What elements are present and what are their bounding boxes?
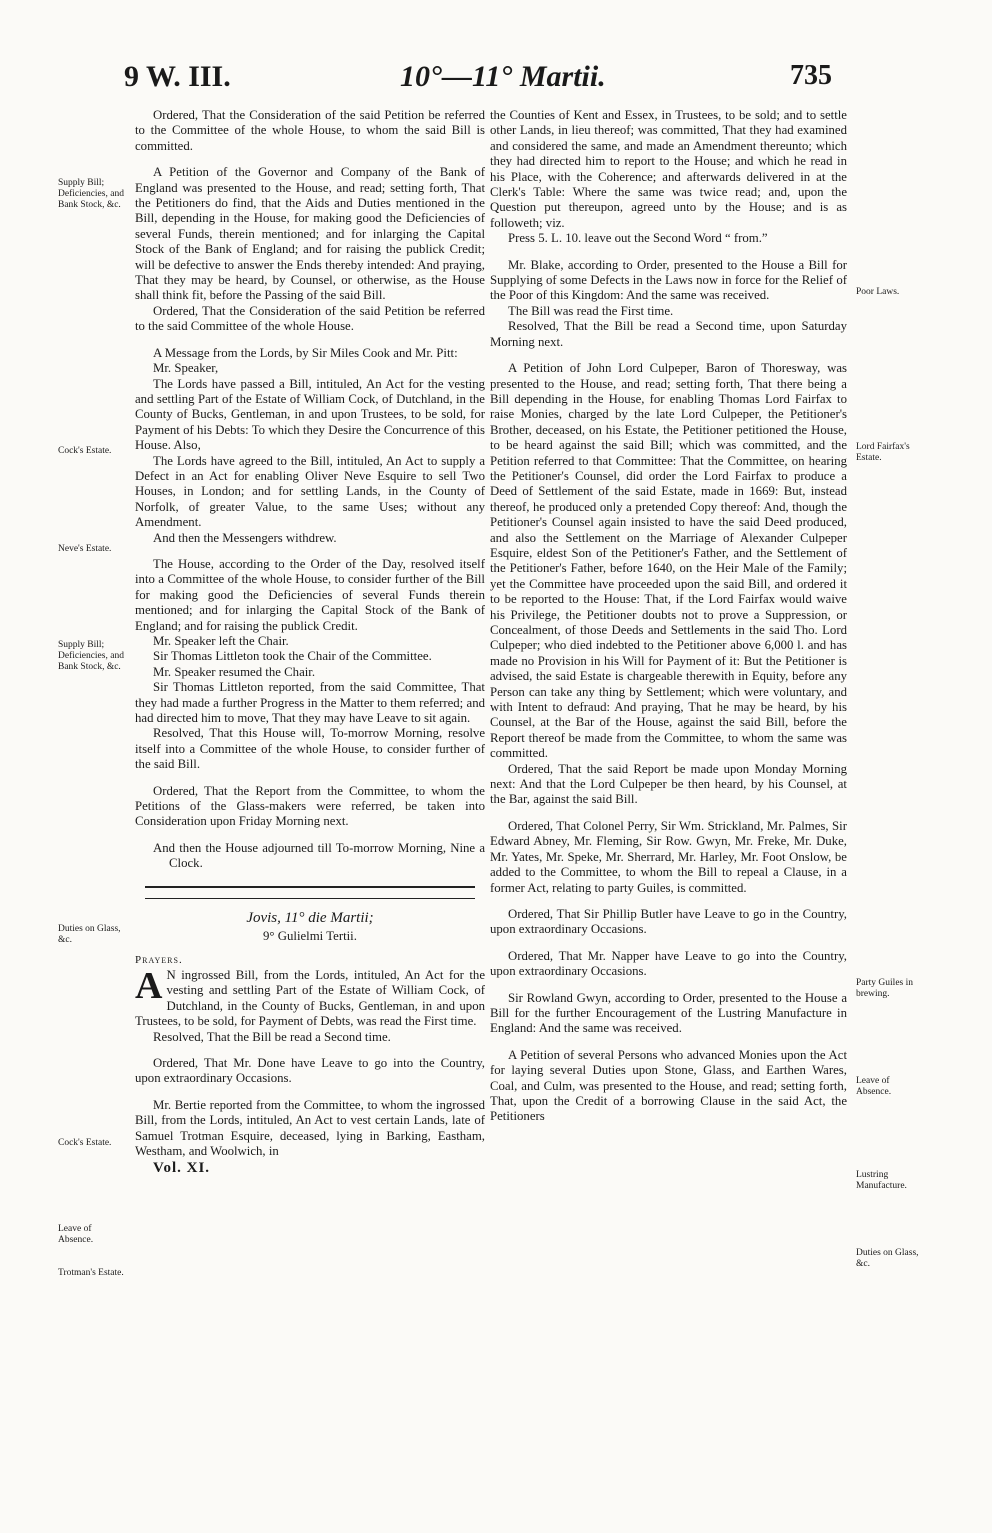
paragraph: The Lords have passed a Bill, intituled, An Act for the vesting and settling Part of the Estate of William Cock, of Dutchland, in the County of Bucks, Gentleman, in and upon Trustees, to be sold, for Payment of his Debts: To which they Desire the Concurrence of this House. Also, (135, 376, 485, 453)
paragraph: Ordered, That the said Report be made upon Monday Morning next: And that the Lord Culpeper be then heard, by his Counsel, at the Bar, against the said Bill. (490, 761, 847, 807)
margin-note: Leave of Absence. (58, 1224, 94, 1245)
paragraph: A Petition of the Governor and Company of the Bank of England was presented to the House, and read; setting forth, That the Petitioners do find, that the Aids and Duties mentioned in the Bill, depending in the House, for making good the Deficiencies of several Funds, therein mentioned; and for inlarging the Capital Stock of the Bank of England; and for raising the publick Credit; will be defective to answer the Ends thereby intended: And praying, That they may be heard, by Counsel, or otherwise, as the House shall think fit, before the Passing of the said Bill. (135, 165, 485, 303)
paragraph: Sir Thomas Littleton took the Chair of the Committee. (153, 649, 432, 664)
paragraph: A Petition of John Lord Culpeper, Baron of Thoresway, was presented to the House, and read; setting forth, That there being a Bill depending in the House, for enabling Thomas Lord Fairfax to raise Monies, charged by the late Lord Culpeper, the Petitioner's Brother, deceased, on his Estate, the Petitioner petitioned the House, to be heard against the said Bill; which was committed, and the Petition referred to that Committee: That the Committee, on hearing the Petitioner's Counsel, did order the Lord Fairfax to produce a Deed of Settlement of the said Estate, made in 1669: But, instead thereof, he produced only a pretended Copy thereof: And, though the Petitioner's Counsel again insisted to have the said Deed produced, and also the Settlement on the Marriage of Alexander Culpeper Esquire, eldest Son of the Petitioner's Father, and the Settlement of the Petitioner's Father, before 1640, on the Heir Male of the Family; yet the Committee have proceeded upon the said Bill, and ordered it to be reported to the House: That, if the Lord Fairfax would waive his Privilege, the Petitioner doubts not to prove a Suppression, or Concealment, of those Deeds and Settlements in the said Tho. Lord Culpeper; who died indebted to the Petitioner above 6,000 l. and has made no Provision in his Will for Payment of it: But the Petitioner is advised, the said Estate is chargeable therewith in Equity, before any Person can take any thing by Settlement; which were voluntary, and with Intent to defraud: And praying, That he may be heard, by his Counsel, at the Bar of the House, against the said Bill, before the Report thereof be made from the Committee, to whom the same was committed. (490, 361, 847, 761)
paragraph: Ordered, That the Report from the Committee, to whom the Petitions of the Glass-makers were referred, be taken into Consideration upon Friday Morning next. (135, 783, 485, 829)
margin-note: Leave of Absence. (856, 1076, 892, 1097)
paragraph: Ordered, That Sir Phillip Butler have Leave to go in the Country, upon extraordinary Occasions. (490, 906, 847, 937)
paragraph: Mr. Speaker, (153, 361, 219, 376)
margin-note: Lustring Manufacture. (856, 1170, 907, 1191)
margin-note: Cock's Estate. (58, 446, 112, 456)
paragraph: Sir Rowland Gwyn, according to Order, presented to the House a Bill for the further Encouragement of the Lustring Manufacture in England: And the same was received. (490, 990, 847, 1036)
paragraph: Ordered, That Mr. Napper have Leave to go into the Country, upon extraordinary Occasions. (490, 948, 847, 979)
paragraph: Ordered, That Mr. Done have Leave to go into the Country, upon extraordinary Occasions. (135, 1055, 485, 1086)
margin-note: Duties on Glass, &c. (856, 1248, 919, 1269)
paragraph: Mr. Bertie reported from the Committee, to whom the ingrossed Bill, from the Lords, intituled, An Act to vest certain Lands, late of Samuel Trotman Esquire, deceased, lying in Barking, Eastham, Westham, and Woolwich, in (135, 1097, 485, 1158)
adjournment-line: And then the House adjourned till To-morrow Morning, Nine a Clock. (153, 840, 485, 871)
paragraph: A Message from the Lords, by Sir Miles Cook and Mr. Pitt: (153, 345, 458, 360)
section-divider (145, 886, 475, 888)
paragraph: Ordered, That Colonel Perry, Sir Wm. Strickland, Mr. Palmes, Sir Edward Abney, Mr. Fleming, Sir Row. Gwyn, Mr. Freke, Mr. Duke, Mr. Yates, Mr. Speke, Mr. Sherrard, Mr. Harley, Mr. Foot Onslow, be added to the Committee, to whom the Bill to repeal a Clause, in a former Act, relating to party Guiles, is committed. (490, 818, 847, 895)
paragraph (135, 964, 485, 1030)
paragraph: The Bill was read the First time. (508, 303, 674, 318)
margin-note: Supply Bill; Deficiencies, and Bank Stock, &c. (58, 178, 124, 210)
right-column (490, 108, 847, 1125)
margin-note: Duties on Glass, &c. (58, 924, 121, 945)
paragraph: The House, according to the Order of the Day, resolved itself into a Committee of the whole House, to consider further of the Bill for making good the Deficiencies of several Funds therein mentioned; and for inlarging the Capital Stock of the Bank of England; and for raising the publick Credit. (135, 556, 485, 633)
margin-note: Lord Fairfax's Estate. (856, 442, 910, 463)
margin-note: Cock's Estate. (58, 1138, 112, 1148)
paragraph: Press 5. L. 10. leave out the Second Word “ from.” (508, 231, 768, 246)
margin-note: Trotman's Estate. (58, 1268, 124, 1278)
margin-note: Poor Laws. (856, 287, 900, 297)
paragraph: the Counties of Kent and Essex, in Trustees, to be sold; and to settle other Lands, in lieu thereof; was committed, That they had examined and considered the same, and made an Amendment thereunto; which they had directed him to report to the House; and which he read in his Place, with the Coherence; and afterwards delivered in at the Clerk's Table: Where the same was twice read; and, upon the Question put thereupon, agreed unto by the House; and is as followeth; viz. (490, 108, 847, 230)
header-dates: 10°—11° Martii. (400, 60, 606, 93)
section-divider-thin (145, 898, 475, 899)
paragraph: Resolved, That the Bill be read a Second time, upon Saturday Morning next. (490, 319, 847, 349)
paragraph: A Petition of several Persons who advanced Monies upon the Act for laying several Duties upon Stone, Glass, and Earthen Wares, Coal, and Culm, was presented to the House, and read; setting forth, That, upon the Credit of a borrowing Clause in the said Act, the Petitioners (490, 1047, 847, 1124)
paragraph: Ordered, That the Consideration of the said Petition be referred to the said Committee of the whole House. (135, 303, 485, 334)
regnal-subheading: 9° Gulielmi Tertii. (263, 929, 357, 944)
header-regnal-year: 9 W. III. (124, 60, 231, 93)
drop-cap: A (135, 964, 163, 1007)
paragraph: The Lords have agreed to the Bill, intituled, An Act to supply a Defect in an Act for enabling Oliver Neve Esquire to sell Two Houses, in London; and for settling Lands, in the County of Norfolk, of greater Value, to the same Uses; without any Amendment. (135, 453, 485, 530)
paragraph: Ordered, That the Consideration of the said Petition be referred to the Committee of the whole House, to whom the said Bill is committed. (135, 108, 485, 153)
paragraph: Resolved, That this House will, To-morrow Morning, resolve itself into a Committee of the whole House, to consider further of the said Bill. (135, 726, 485, 772)
paragraph-text: N ingrossed Bill, from the Lords, intituled, An Act for the vesting and settling Part of the Estate of William Cock, of Dutchland, in the County of Bucks, Gentleman, in and upon Trustees, to be sold, for Payment of Debts, was read the First time. (135, 967, 485, 1029)
paragraph: Resolved, That the Bill be read a Second time. (153, 1029, 391, 1044)
left-column (135, 108, 485, 1177)
paragraph: Mr. Speaker left the Chair. (153, 634, 289, 648)
page-number: 735 (790, 60, 832, 91)
day-heading: Jovis, 11° die Martii; (246, 909, 374, 926)
paragraph: And then the Messengers withdrew. (153, 530, 337, 545)
margin-note: Party Guiles in brewing. (856, 978, 913, 999)
volume-signature: Vol. XI. (153, 1160, 211, 1177)
paragraph: Sir Thomas Littleton reported, from the said Committee, That they had made a further Progress in the Matter to them referred; and had directed him to move, That they may have Leave to sit again. (135, 680, 485, 726)
paragraph: Mr. Speaker resumed the Chair. (153, 664, 316, 679)
prayers-heading: Prayers. (135, 953, 183, 966)
margin-note: Neve's Estate. (58, 544, 112, 554)
margin-note: Supply Bill; Deficiencies, and Bank Stock, &c. (58, 640, 124, 672)
paragraph: Mr. Blake, according to Order, presented to the House a Bill for Supplying of some Defects in the Laws now in force for the Relief of the Poor of this Kingdom: And the same was received. (490, 257, 847, 303)
